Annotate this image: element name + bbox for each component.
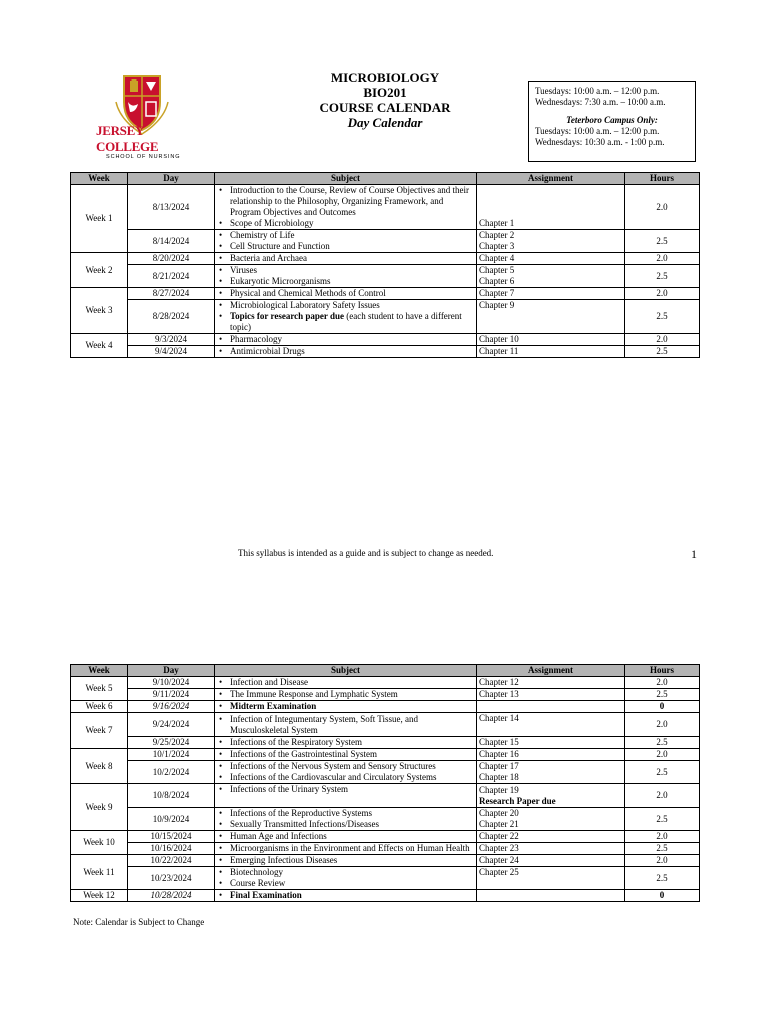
subject-item: • Physical and Chemical Methods of Control [230,288,474,299]
day-cell: 10/23/2024 [128,867,215,890]
schedule-line: Tuesdays: 10:00 a.m. – 12:00 p.m. [535,86,660,96]
column-header-hours: Hours [625,173,700,185]
assignment-cell [477,701,625,713]
table-row [71,855,700,867]
calendar-table-page1 [70,172,700,358]
week-cell: Week 6 [71,701,128,713]
day-cell: 8/28/2024 [128,300,215,334]
subject-item: • Eukaryotic Microorganisms [230,276,474,287]
subject-list [217,253,474,264]
subject-item: • Human Age and Infections [230,831,474,842]
subject-item: • Infection and Disease [230,677,474,688]
subject-cell [215,890,477,902]
day-cell: 8/21/2024 [128,265,215,288]
table-row [71,185,700,230]
schedule-line: Wednesdays: 7:30 a.m. – 10:00 a.m. [535,97,666,107]
day-cell: 9/25/2024 [128,737,215,749]
subject-item: • Microbiological Laboratory Safety Issues [230,300,474,311]
assignment-cell [477,831,625,843]
subject-list [217,890,474,901]
day-cell: 8/27/2024 [128,288,215,300]
logo-college-name: JERSEY COLLEGE [96,123,159,154]
assignment-item: Chapter 11 [479,346,519,356]
subject-item: • Sexually Transmitted Infections/Diseases [230,819,474,830]
title-subject: MICROBIOLOGY [330,70,440,85]
table-row [71,784,700,808]
campus-label: Teterboro Campus Only: [566,115,658,125]
table-row [71,334,700,346]
assignment-item: Chapter 7 [479,288,515,298]
hours-cell: 2.0 [625,185,700,230]
week-cell: Week 12 [71,890,128,902]
subject-item: • Antimicrobial Drugs [230,346,474,357]
subject-item: • Bacteria and Archaea [230,253,474,264]
table-row [71,701,700,713]
hours-cell: 2.0 [625,334,700,346]
subject-list [217,300,474,333]
day-cell: 10/9/2024 [128,808,215,831]
assignment-cell [477,890,625,902]
day-cell: 8/14/2024 [128,230,215,253]
hours-cell: 2.0 [625,831,700,843]
assignment-cell [477,253,625,265]
assignment-item: Chapter 9 [479,300,515,310]
week-cell: Week 3 [71,288,128,334]
subject-list [217,230,474,252]
subject-list [217,185,474,229]
day-cell: 8/13/2024 [128,185,215,230]
subject-cell [215,713,477,737]
subject-item: • Biotechnology [230,867,474,878]
assignment-item: Chapter 25 [479,867,519,877]
logo-school-name: SCHOOL OF NURSING [106,154,181,160]
hours-cell: 2.0 [625,253,700,265]
assignment-item: Chapter 6 [479,276,515,286]
subject-cell [215,701,477,713]
table-row [71,890,700,902]
subject-list [217,855,474,866]
assignment-cell [477,737,625,749]
assignment-cell [477,677,625,689]
day-cell: 10/16/2024 [128,843,215,855]
subject-item: • Chemistry of Life [230,230,474,241]
assignment-item: Chapter 14 [479,713,519,723]
subject-list [217,288,474,299]
assignment-item: Chapter 3 [479,241,515,251]
subject-item: • The Immune Response and Lymphatic System [230,689,474,700]
week-cell: Week 2 [71,253,128,288]
column-header-assignment: Assignment [477,173,625,185]
subject-cell [215,761,477,784]
subject-cell [215,749,477,761]
subject-item: • Midterm Examination [230,701,474,712]
assignment-item: Chapter 18 [479,772,519,782]
syllabus-disclaimer: This syllabus is intended as a guide and is subject to change as needed. [238,548,494,558]
subject-item: • Infections of the Urinary System [230,784,474,795]
day-cell: 9/4/2024 [128,346,215,358]
hours-cell: 2.0 [625,288,700,300]
hours-cell: 2.0 [625,749,700,761]
class-schedule-box [528,81,696,162]
week-cell: Week 9 [71,784,128,831]
calendar-note: Note: Calendar is Subject to Change [73,917,205,927]
subject-item: • Infections of the Reproductive Systems [230,808,474,819]
subject-cell [215,253,477,265]
assignment-cell [477,713,625,737]
hours-cell: 2.5 [625,808,700,831]
assignment-item: Chapter 15 [479,737,519,747]
week-cell: Week 1 [71,185,128,253]
document-title [290,70,480,130]
subject-list [217,749,474,760]
assignment-cell [477,761,625,784]
assignment-item: Chapter 23 [479,843,519,853]
assignment-item: Chapter 17 [479,761,519,771]
subject-cell [215,185,477,230]
column-header-subject: Subject [215,665,477,677]
column-header-assignment: Assignment [477,665,625,677]
subject-cell [215,288,477,300]
hours-cell: 2.5 [625,843,700,855]
hours-cell: 2.5 [625,346,700,358]
subject-cell [215,265,477,288]
assignment-item: Chapter 24 [479,855,519,865]
subject-list [217,784,474,795]
subject-list [217,346,474,357]
hours-cell: 2.5 [625,867,700,890]
assignment-item: Chapter 22 [479,831,519,841]
week-cell: Week 11 [71,855,128,890]
subject-item: • Topics for research paper due (each student to have a different topic) [230,311,474,333]
subject-list [217,867,474,889]
table-row [71,689,700,701]
hours-cell: 2.5 [625,265,700,288]
table-row [71,831,700,843]
hours-cell: 0 [625,890,700,902]
subject-item: • Course Review [230,878,474,889]
assignment-cell [477,185,625,230]
assignment-item: Chapter 10 [479,334,519,344]
assignment-cell [477,843,625,855]
assignment-item: Chapter 19 [479,785,519,795]
subject-item: • Infections of the Gastrointestinal System [230,749,474,760]
assignment-cell [477,808,625,831]
week-cell: Week 8 [71,749,128,784]
subject-cell [215,737,477,749]
day-cell: 10/28/2024 [128,890,215,902]
hours-cell: 0 [625,701,700,713]
table-row [71,677,700,689]
assignment-item: Chapter 16 [479,749,519,759]
subject-cell [215,831,477,843]
assignment-cell [477,855,625,867]
subject-cell [215,346,477,358]
table-row [71,843,700,855]
title-calendar: COURSE CALENDAR [319,100,451,115]
table-row [71,346,700,358]
subject-cell [215,808,477,831]
assignment-cell [477,346,625,358]
day-cell: 8/20/2024 [128,253,215,265]
column-header-hours: Hours [625,665,700,677]
subject-cell [215,843,477,855]
schedule-line: Wednesdays: 10:30 a.m. - 1:00 p.m. [535,137,665,147]
subject-item: • Introduction to the Course, Review of Course Objectives and their relationship to the Philosophy, Organizing Framework, and Program Objectives and Outcomes [230,185,474,218]
logo-wordmark [96,123,192,160]
table-body [71,185,700,358]
day-cell: 9/11/2024 [128,689,215,701]
subject-item: • Final Examination [230,890,474,901]
subject-list [217,843,474,854]
subject-cell [215,677,477,689]
calendar-table-page2 [70,664,700,902]
subject-list [217,334,474,345]
table-row [71,867,700,890]
hours-cell: 2.5 [625,300,700,334]
subject-item: • Cell Structure and Function [230,241,474,252]
subject-list [217,701,474,712]
subject-cell [215,784,477,808]
column-header-subject: Subject [215,173,477,185]
subject-list [217,737,474,748]
hours-cell: 2.5 [625,230,700,253]
column-header-day: Day [128,173,215,185]
subject-item: • Infection of Integumentary System, Soft Tissue, and Musculoskeletal System [230,714,474,736]
hours-cell: 2.0 [625,713,700,737]
week-cell: Week 5 [71,677,128,701]
subject-cell [215,689,477,701]
table-row [71,808,700,831]
subject-item: • Infections of the Cardiovascular and Circulatory Systems [230,772,474,783]
assignment-item: Chapter 5 [479,265,515,275]
hours-cell: 2.5 [625,761,700,784]
table-row [71,713,700,737]
assignment-item: Chapter 1 [479,218,515,228]
day-cell: 9/10/2024 [128,677,215,689]
column-header-week: Week [71,173,128,185]
week-cell: Week 10 [71,831,128,855]
day-cell: 10/8/2024 [128,784,215,808]
subject-cell [215,300,477,334]
subject-cell [215,867,477,890]
hours-cell: 2.0 [625,855,700,867]
subject-item: • Viruses [230,265,474,276]
subject-item: • Microorganisms in the Environment and Effects on Human Health [230,843,474,854]
day-cell: 10/15/2024 [128,831,215,843]
table-row [71,265,700,288]
day-cell: 9/3/2024 [128,334,215,346]
title-day-calendar: Day Calendar [347,115,423,130]
day-cell: 10/2/2024 [128,761,215,784]
schedule-line: Tuesdays: 10:00 a.m. – 12:00 p.m. [535,126,660,136]
table-row [71,749,700,761]
table-body [71,677,700,902]
table-header-row [71,665,700,677]
week-cell: Week 7 [71,713,128,749]
day-cell: 10/22/2024 [128,855,215,867]
hours-cell: 2.0 [625,677,700,689]
day-cell: 9/24/2024 [128,713,215,737]
assignment-cell [477,288,625,300]
assignment-cell [477,265,625,288]
subject-cell [215,334,477,346]
column-header-day: Day [128,665,215,677]
day-cell: 9/16/2024 [128,701,215,713]
subject-cell [215,855,477,867]
assignment-cell [477,230,625,253]
subject-list [217,689,474,700]
subject-cell [215,230,477,253]
assignment-cell [477,689,625,701]
subject-list [217,677,474,688]
hours-cell: 2.5 [625,689,700,701]
table-row [71,300,700,334]
assignment-item: Chapter 12 [479,677,519,687]
assignment-item: Chapter 4 [479,253,515,263]
assignment-item: Research Paper due [479,796,556,806]
assignment-cell [477,300,625,334]
hours-cell: 2.5 [625,737,700,749]
subject-list [217,714,474,736]
day-cell: 10/1/2024 [128,749,215,761]
subject-item: • Scope of Microbiology [230,218,474,229]
assignment-cell [477,749,625,761]
title-course-code: BIO201 [363,85,407,100]
assignment-item: Chapter 20 [479,808,519,818]
table-row [71,230,700,253]
assignment-item: Chapter 2 [479,230,515,240]
hours-cell: 2.0 [625,784,700,808]
assignment-cell [477,867,625,890]
subject-item: • Pharmacology [230,334,474,345]
assignment-item: Chapter 13 [479,689,519,699]
table-row [71,737,700,749]
column-header-week: Week [71,665,128,677]
subject-list [217,808,474,830]
subject-item: • Emerging Infectious Diseases [230,855,474,866]
subject-item: • Infections of the Respiratory System [230,737,474,748]
week-cell: Week 4 [71,334,128,358]
subject-list [217,761,474,783]
assignment-item: Chapter 21 [479,819,519,829]
table-row [71,761,700,784]
page-number: 1 [691,547,697,561]
assignment-cell [477,784,625,808]
subject-item: • Infections of the Nervous System and Sensory Structures [230,761,474,772]
subject-list [217,265,474,287]
table-row [71,288,700,300]
subject-list [217,831,474,842]
table-row [71,253,700,265]
assignment-cell [477,334,625,346]
table-header-row [71,173,700,185]
